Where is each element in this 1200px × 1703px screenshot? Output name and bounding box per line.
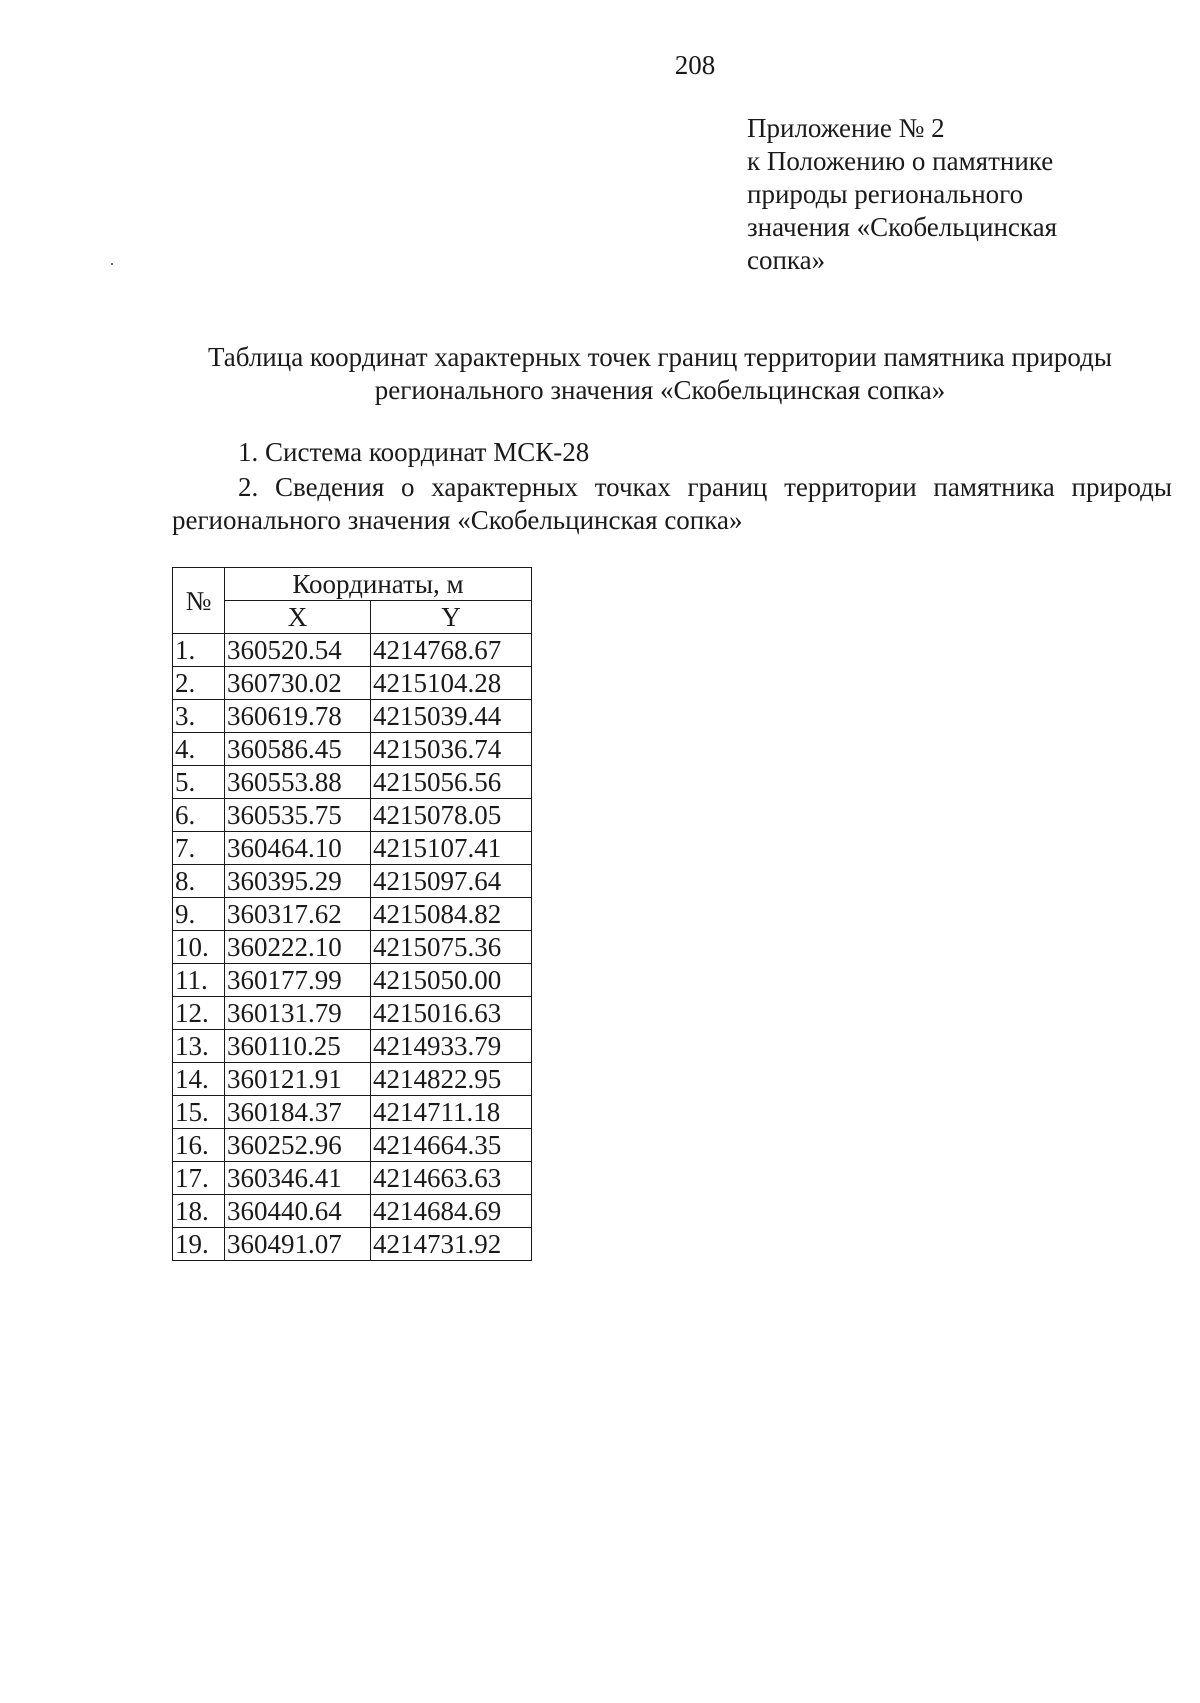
cell-number: 4. — [173, 733, 225, 766]
cell-y: 4214933.79 — [371, 1030, 532, 1063]
appendix-line: сопка» — [747, 245, 826, 275]
table-row — [173, 865, 532, 898]
document-title — [150, 341, 1170, 407]
table-row — [173, 1195, 532, 1228]
cell-y: 4214731.92 — [371, 1228, 532, 1261]
appendix-reference — [747, 112, 1167, 277]
cell-x: 360346.41 — [225, 1162, 371, 1195]
table-row — [173, 1063, 532, 1096]
cell-y: 4215036.74 — [371, 733, 532, 766]
appendix-line: Приложение № 2 — [747, 113, 945, 143]
cell-x: 360491.07 — [225, 1228, 371, 1261]
cell-y: 4215104.28 — [371, 667, 532, 700]
boundary-points-item — [172, 471, 1172, 537]
table-row — [173, 700, 532, 733]
cell-x: 360222.10 — [225, 931, 371, 964]
appendix-line: значения «Скобельцинская — [747, 212, 1057, 242]
table-row — [173, 1162, 532, 1195]
cell-x: 360586.45 — [225, 733, 371, 766]
cell-number: 3. — [173, 700, 225, 733]
cell-number: 18. — [173, 1195, 225, 1228]
cell-y: 4214684.69 — [371, 1195, 532, 1228]
table-row — [173, 931, 532, 964]
cell-number: 16. — [173, 1129, 225, 1162]
cell-y: 4214711.18 — [371, 1096, 532, 1129]
cell-y: 4214663.63 — [371, 1162, 532, 1195]
cell-y: 4214664.35 — [371, 1129, 532, 1162]
header-number: № — [173, 568, 225, 634]
cell-x: 360121.91 — [225, 1063, 371, 1096]
cell-x: 360110.25 — [225, 1030, 371, 1063]
table-row — [173, 733, 532, 766]
cell-x: 360440.64 — [225, 1195, 371, 1228]
cell-y: 4215084.82 — [371, 898, 532, 931]
cell-y: 4214822.95 — [371, 1063, 532, 1096]
header-coordinates: Координаты, м — [225, 568, 532, 601]
cell-number: 10. — [173, 931, 225, 964]
coordinates-table — [172, 567, 532, 1261]
table-row — [173, 997, 532, 1030]
appendix-line: к Положению о памятнике — [747, 146, 1054, 176]
title-line-1: Таблица координат характерных точек границ территории памятника природы — [207, 342, 1113, 372]
cell-x: 360184.37 — [225, 1096, 371, 1129]
title-line-2: регионального значения «Скобельцинская сопка» — [374, 375, 946, 405]
cell-number: 9. — [173, 898, 225, 931]
cell-y: 4215097.64 — [371, 865, 532, 898]
cell-y: 4215078.05 — [371, 799, 532, 832]
cell-x: 360553.88 — [225, 766, 371, 799]
table-row — [173, 1030, 532, 1063]
cell-y: 4215107.41 — [371, 832, 532, 865]
cell-x: 360730.02 — [225, 667, 371, 700]
cell-number: 1. — [173, 634, 225, 667]
table-row — [173, 634, 532, 667]
cell-number: 6. — [173, 799, 225, 832]
table-row — [173, 799, 532, 832]
cell-x: 360317.62 — [225, 898, 371, 931]
cell-x: 360177.99 — [225, 964, 371, 997]
cell-number: 12. — [173, 997, 225, 1030]
table-row — [173, 1129, 532, 1162]
scan-speck — [111, 263, 113, 265]
cell-number: 5. — [173, 766, 225, 799]
cell-number: 17. — [173, 1162, 225, 1195]
header-y: Y — [371, 601, 532, 634]
cell-x: 360464.10 — [225, 832, 371, 865]
page-number: 208 — [674, 50, 716, 80]
cell-number: 15. — [173, 1096, 225, 1129]
cell-x: 360619.78 — [225, 700, 371, 733]
cell-number: 19. — [173, 1228, 225, 1261]
cell-x: 360252.96 — [225, 1129, 371, 1162]
cell-number: 7. — [173, 832, 225, 865]
cell-x: 360131.79 — [225, 997, 371, 1030]
appendix-line: природы регионального — [747, 179, 1024, 209]
table-row — [173, 832, 532, 865]
cell-y: 4215016.63 — [371, 997, 532, 1030]
cell-y: 4215050.00 — [371, 964, 532, 997]
cell-number: 14. — [173, 1063, 225, 1096]
cell-number: 8. — [173, 865, 225, 898]
table-row — [173, 667, 532, 700]
cell-x: 360520.54 — [225, 634, 371, 667]
header-x: X — [225, 601, 371, 634]
cell-y: 4215039.44 — [371, 700, 532, 733]
cell-y: 4215056.56 — [371, 766, 532, 799]
table-row — [173, 964, 532, 997]
cell-y: 4214768.67 — [371, 634, 532, 667]
table-row — [173, 766, 532, 799]
coordinate-system-item: 1. Система координат МСК-28 — [238, 437, 590, 467]
cell-number: 2. — [173, 667, 225, 700]
boundary-points-line-1: 2. Сведения о характерных точках границ территории памятника природы — [238, 472, 1172, 502]
cell-x: 360395.29 — [225, 865, 371, 898]
boundary-points-line-2: регионального значения «Скобельцинская сопка» — [172, 505, 743, 535]
cell-x: 360535.75 — [225, 799, 371, 832]
table-row — [173, 1096, 532, 1129]
table-row — [173, 1228, 532, 1261]
cell-number: 11. — [173, 964, 225, 997]
cell-number: 13. — [173, 1030, 225, 1063]
table-row — [173, 898, 532, 931]
cell-y: 4215075.36 — [371, 931, 532, 964]
